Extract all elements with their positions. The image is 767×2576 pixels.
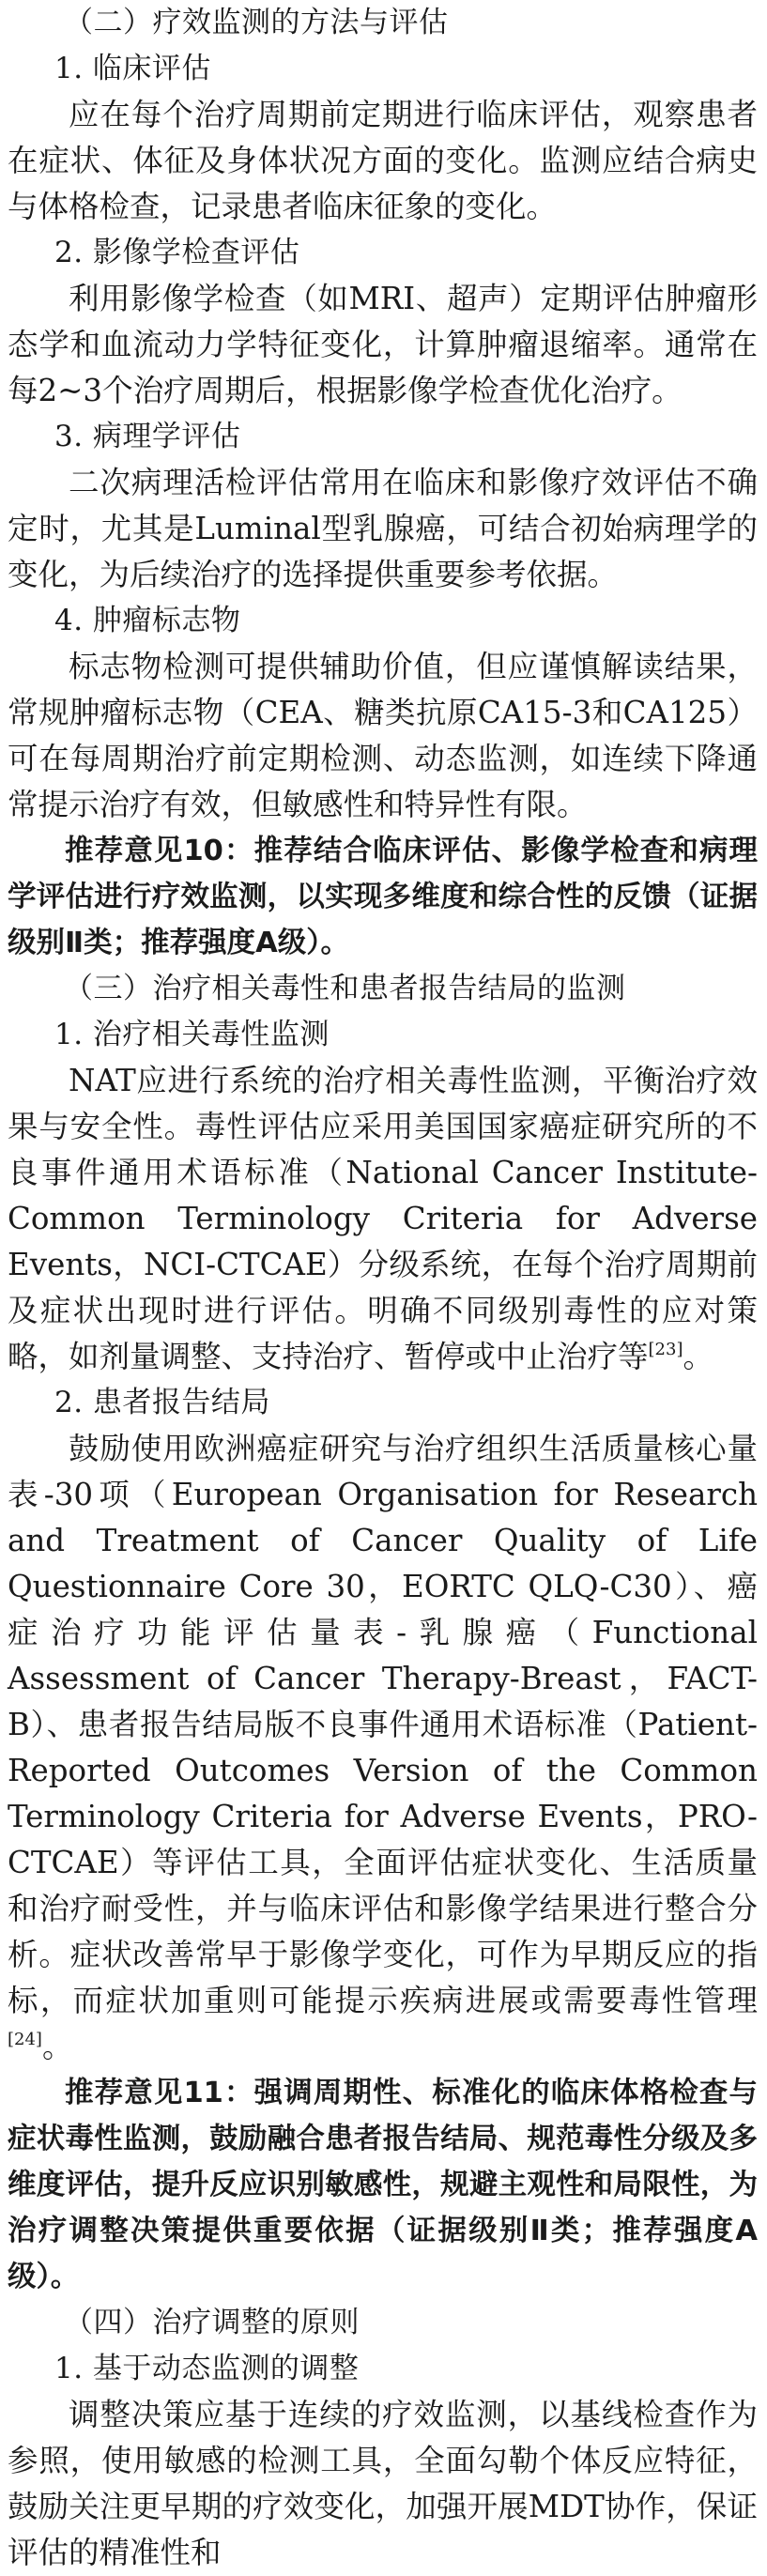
paragraph-clinical-evaluation: 应在每个治疗周期前定期进行临床评估，观察患者在症状、体征及身体状况方面的变化。监测应结合病史与体格检查，记录患者临床征象的变化。 — [8, 97, 758, 224]
toxicity-text: NAT应进行系统的治疗相关毒性监测，平衡治疗效果与安全性。毒性评估应采用美国国家癌症研究所的不良事件通用术语标准（National Cancer Institute-Common Terminology Criteria for Adverse Events，NCI-CTCAE）分级系统，在每个治疗周期前及症状出现时进行评估。明确不同级别毒性的应对策略，如剂量调整、支持治疗、暂停或中止治疗等 — [8, 1063, 758, 1374]
subheading-imaging-evaluation: 2. 影像学检查评估 — [54, 236, 300, 269]
subheading-tumor-markers: 4. 肿瘤标志物 — [54, 604, 241, 637]
sentence-end: 。 — [41, 2029, 73, 2064]
sentence-end: 。 — [683, 1339, 713, 1374]
pro-text: 鼓励使用欧洲癌症研究与治疗组织生活质量核心量表-30项（European Organisation for Research and Treatment of Cancer Quality of Life Questionnaire Core 30，EORTC QLQ-C30）、癌症治疗功能评估量表-乳腺癌（Functional Assessment of Cancer Therapy-Breast，FACT-B）、患者报告结局版不良事件通用术语标准（Patient-Reported Outcomes Version of the Common Terminology Criteria for Adverse Events，PRO-CTCAE）等评估工具，全面评估症状变化、生活质量和治疗耐受性，并与临床评估和影像学结果进行整合分析。症状改善常早于影像学变化，可作为早期反应的指标，而症状加重则可能提示疾病进展或需要毒性管理 — [8, 1431, 758, 2018]
subheading-clinical-evaluation: 1. 临床评估 — [54, 52, 211, 85]
paragraph-toxicity-monitoring — [8, 1058, 758, 1380]
citation-24[interactable]: [24] — [8, 2030, 42, 2049]
paragraph-tumor-markers: 标志物检测可提供辅助价值，但应谨慎解读结果，常规肿瘤标志物（CEA、糖类抗原CA15-3和CA125）可在每周期治疗前定期检测、动态监测，如连续下降通常提示治疗有效，但敏感性和特异性有限。 — [8, 649, 758, 822]
subheading-toxicity-monitoring: 1. 治疗相关毒性监测 — [54, 1018, 330, 1051]
section-heading-efficacy-monitoring: （二）疗效监测的方法与评估 — [64, 6, 449, 39]
section-heading-toxicity-pro-monitoring: （三）治疗相关毒性和患者报告结局的监测 — [64, 972, 626, 1005]
subheading-dynamic-monitoring-adjustment: 1. 基于动态监测的调整 — [54, 2352, 360, 2385]
subheading-pathology-evaluation: 3. 病理学评估 — [54, 420, 241, 453]
paragraph-dynamic-monitoring-adjustment: 调整决策应基于连续的疗效监测，以基线检查作为参照，使用敏感的检测工具，全面勾勒个体反应特征，鼓励关注更早期的疗效变化，加强开展MDT协作，保证评估的精准性和 — [8, 2397, 758, 2570]
recommendation-11: 推荐意见11：强调周期性、标准化的临床体格检查与症状毒性监测，鼓励融合患者报告结局、规范毒性分级及多维度评估，提升反应识别敏感性，规避主观性和局限性，为治疗调整决策提供重要依据（证据级别Ⅱ类；推荐强度A级）。 — [8, 2077, 758, 2293]
paragraph-patient-reported-outcomes — [8, 1426, 758, 2070]
recommendation-10: 推荐意见10：推荐结合临床评估、影像学检查和病理学评估进行疗效监测，以实现多维度和综合性的反馈（证据级别Ⅱ类；推荐强度A级）。 — [8, 835, 758, 959]
section-heading-treatment-adjustment: （四）治疗调整的原则 — [64, 2306, 360, 2339]
paragraph-imaging-evaluation: 利用影像学检查（如MRI、超声）定期评估肿瘤形态学和血流动力学特征变化，计算肿瘤退缩率。通常在每2~3个治疗周期后，根据影像学检查优化治疗。 — [8, 281, 758, 408]
subheading-patient-reported-outcomes: 2. 患者报告结局 — [54, 1386, 270, 1419]
paragraph-pathology-evaluation: 二次病理活检评估常用在临床和影像疗效评估不确定时，尤其是Luminal型乳腺癌，可结合初始病理学的变化，为后续治疗的选择提供重要参考依据。 — [8, 465, 758, 592]
citation-23[interactable]: [23] — [648, 1340, 683, 1359]
